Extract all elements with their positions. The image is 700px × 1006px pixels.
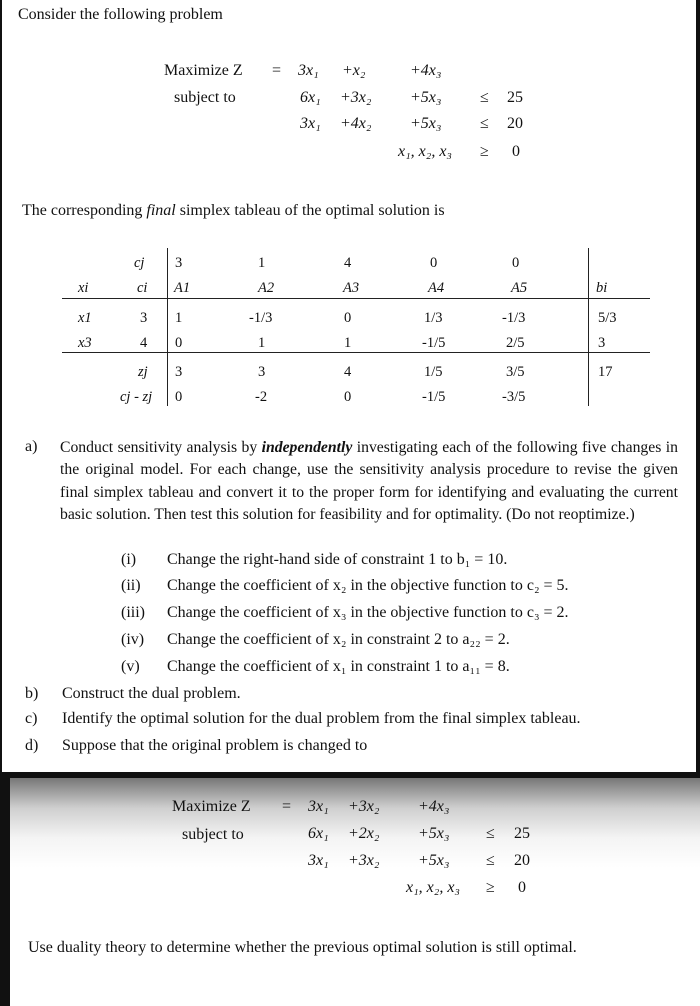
cj-value: 4 bbox=[344, 255, 352, 271]
c2-term-2: +3x₂ bbox=[348, 852, 380, 869]
objective-value: 17 bbox=[598, 364, 613, 380]
nonneg-vars: x₁, x₂, x₃ bbox=[406, 879, 460, 896]
c1-relation: ≤ bbox=[480, 89, 489, 106]
problem-page: Consider the following problem Maximize Z = 3x₁ +x₂ +4x₃ subject to 6x₁ +3x₂ +5x₃ ≤ 25 3x₁ +4x₂ +5x₃ ≤ 20 x₁, x₂, x₃ ≥ 0 The corresponding final simplex tableau of the optimal solution is cj 3 1 4 0 0 xi ci A1 A2 A3 A4 A5 bi x1 3 1 -1/3 0 1/3 -1/3 5/3 x3 4 0 1 1 -1/5 2/5 3 zj 3 3 4 1/5 3/5 17 cj - zj 0 -2 0 -1/5 -3/5 a) Conduct sensitivity analysis by independently investigating each of the following five changes in the original model. For each change, use the sensitivity analysis procedure to revise the given final simplex tableau and convert it to the proper form for identifying and evaluating the current basic solution. Then test this solution for feasibility and for optimality. (Do not reoptimize.) (i) Change the right-hand side of constraint 1 to b₁ = 10. (ii) Change the coefficient of x₂ in the objective function to c₂ = 5. (iii) Change the coefficient of x₃ in the objective function to c₃ = 2. (iv) Change the coefficient of x₂ in constraint 2 to a₂₂ = 2. (v) Change the coefficient of x₁ in constraint 1 to a₁₁ = 8. b) Construct the dual problem. c) Identify the optimal solution for the dual problem from the final simplex tableau. d) Suppose that the original problem is changed to bbox=[2, 0, 696, 772]
c1-term-2: +2x₂ bbox=[348, 825, 380, 842]
part-a-text: Conduct sensitivity analysis by independently investigating each of the following five changes in the original model. For each change, use the sensitivity analysis procedure to revise the given final simplex tableau and convert it to the proper form for identifying and evaluating the current basic solution. Then test this solution for feasibility and for optimality. (Do not reoptimize.) bbox=[60, 439, 678, 524]
c2-term-3: +5x₃ bbox=[410, 115, 442, 132]
obj-term-1: 3x₁ bbox=[308, 798, 329, 815]
equals-sign: = bbox=[282, 798, 292, 815]
c1-term-3: +5x₃ bbox=[410, 89, 442, 106]
cj-label: cj bbox=[134, 255, 145, 271]
tableau-intro: The corresponding final simplex tableau of the optimal solution is bbox=[22, 202, 445, 219]
c2-term-1: 3x₁ bbox=[308, 852, 329, 869]
c1-relation: ≤ bbox=[486, 825, 495, 842]
nonneg-relation: ≥ bbox=[480, 143, 489, 160]
tableau-body-rule bbox=[62, 352, 650, 353]
ci-label: ci bbox=[137, 280, 148, 296]
cj-value: 3 bbox=[175, 255, 183, 271]
part-b-label: b) bbox=[25, 685, 39, 702]
tableau-divider-vertical-right bbox=[588, 248, 589, 406]
c1-rhs: 25 bbox=[507, 89, 523, 106]
c2-rhs: 20 bbox=[507, 115, 523, 132]
cj-value: 1 bbox=[258, 255, 266, 271]
c1-term-1: 6x₁ bbox=[308, 825, 329, 842]
obj-term-3: +4x₃ bbox=[410, 62, 442, 79]
part-d-label: d) bbox=[25, 737, 39, 754]
cj-value: 0 bbox=[512, 255, 520, 271]
obj-term-2: +3x₂ bbox=[348, 798, 380, 815]
nonneg-vars: x₁, x₂, x₃ bbox=[398, 143, 452, 160]
c1-term-2: +3x₂ bbox=[340, 89, 372, 106]
tableau-header-rule bbox=[62, 298, 650, 299]
intro-text: Consider the following problem bbox=[18, 6, 223, 23]
c2-relation: ≤ bbox=[486, 852, 495, 869]
subject-label: subject to bbox=[174, 89, 236, 106]
obj-term-1: 3x₁ bbox=[298, 62, 319, 79]
column-header: A3 bbox=[343, 280, 360, 296]
c2-term-1: 3x₁ bbox=[300, 115, 321, 132]
objective-label: Maximize Z bbox=[172, 798, 251, 815]
tableau-divider-vertical bbox=[167, 248, 168, 406]
c1-rhs: 25 bbox=[514, 825, 530, 842]
nonneg-rhs: 0 bbox=[518, 879, 526, 896]
column-header: A1 bbox=[174, 280, 191, 296]
modified-problem-page bbox=[10, 778, 700, 1006]
c1-term-3: +5x₃ bbox=[418, 825, 450, 842]
part-b-text: Construct the dual problem. bbox=[62, 685, 241, 702]
column-header: A4 bbox=[428, 280, 445, 296]
c2-term-2: +4x₂ bbox=[340, 115, 372, 132]
part-d-text: Suppose that the original problem is changed to bbox=[62, 737, 368, 754]
xi-label: xi bbox=[78, 280, 89, 296]
obj-term-3: +4x₃ bbox=[418, 798, 450, 815]
c1-term-1: 6x₁ bbox=[300, 89, 321, 106]
cj-value: 0 bbox=[430, 255, 438, 271]
nonneg-rhs: 0 bbox=[512, 143, 520, 160]
subject-label: subject to bbox=[182, 826, 244, 843]
equals-sign: = bbox=[272, 62, 282, 79]
c2-term-3: +5x₃ bbox=[418, 852, 450, 869]
obj-term-2: +x₂ bbox=[342, 62, 366, 79]
objective-label: Maximize Z bbox=[164, 62, 243, 79]
column-header: A5 bbox=[511, 280, 528, 296]
nonneg-relation: ≥ bbox=[486, 879, 495, 896]
c2-relation: ≤ bbox=[480, 115, 489, 132]
column-header: A2 bbox=[258, 280, 275, 296]
part-c-text: Identify the optimal solution for the dual problem from the final simplex tableau. bbox=[62, 710, 581, 727]
closing-text: Use duality theory to determine whether the previous optimal solution is still optimal. bbox=[28, 939, 577, 956]
part-c-label: c) bbox=[25, 710, 38, 727]
bi-label: bi bbox=[596, 280, 608, 296]
c2-rhs: 20 bbox=[514, 852, 530, 869]
part-a-label: a) bbox=[25, 438, 38, 455]
